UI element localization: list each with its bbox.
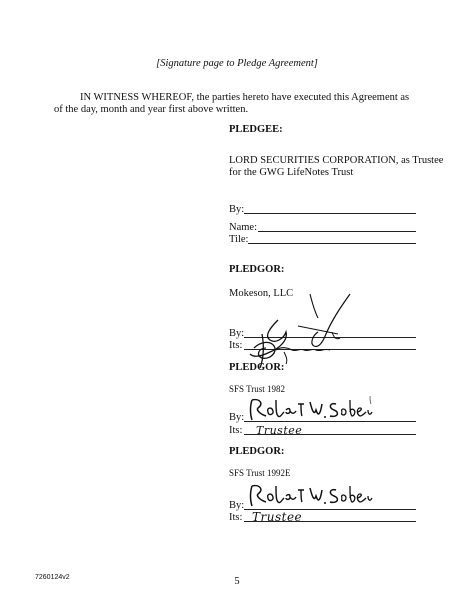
pledgee-party-line1: LORD SECURITIES CORPORATION, as Trustee — [229, 155, 444, 166]
pledgee-heading: PLEDGEE: — [229, 124, 283, 135]
pledgor3-handwritten-signature — [246, 482, 376, 512]
pledgor2-by-line — [244, 421, 416, 422]
pledgor3-by-label: By: — [229, 500, 245, 511]
pledgee-title-label: Tile: — [229, 234, 249, 245]
pledgee-name-label: Name: — [229, 222, 257, 233]
pledgor3-heading: PLEDGOR: — [229, 446, 285, 457]
pledgee-title-line — [248, 243, 416, 244]
pledgor2-its-label: Its: — [229, 425, 243, 436]
pledgor2-party: SFS Trust 1982 — [229, 384, 286, 394]
pledgee-name-line — [258, 231, 416, 232]
pledgor2-by-label: By: — [229, 412, 245, 423]
pledgor3-handwritten-its: Trustee — [252, 510, 303, 524]
witness-paragraph: IN WITNESS WHEREOF, the parties hereto have executed this Agreement as of the day, month and year first above written. — [54, 92, 410, 115]
pledgee-by-label: By: — [229, 204, 245, 215]
pledgor3-its-label: Its: — [229, 512, 243, 523]
pledgee-party-line2: for the GWG LifeNotes Trust — [229, 167, 354, 178]
pledgor1-by-label: By: — [229, 328, 245, 339]
document-id-footer: 7260124v2 — [35, 574, 70, 581]
pledgee-by-signature-line — [244, 213, 416, 214]
pledgor1-party: Mokeson, LLC — [229, 288, 294, 299]
pledgor1-its-label: Its: — [229, 340, 243, 351]
pledgor2-heading: PLEDGOR: — [229, 362, 285, 373]
pledgor1-heading: PLEDGOR: — [229, 264, 285, 275]
pledgor3-party: SFS Trust 1992E — [229, 468, 291, 478]
pledgor2-handwritten-its: Trustee — [256, 424, 303, 437]
page-title: [Signature page to Pledge Agreement] — [156, 58, 318, 69]
page-number: 5 — [234, 576, 240, 587]
